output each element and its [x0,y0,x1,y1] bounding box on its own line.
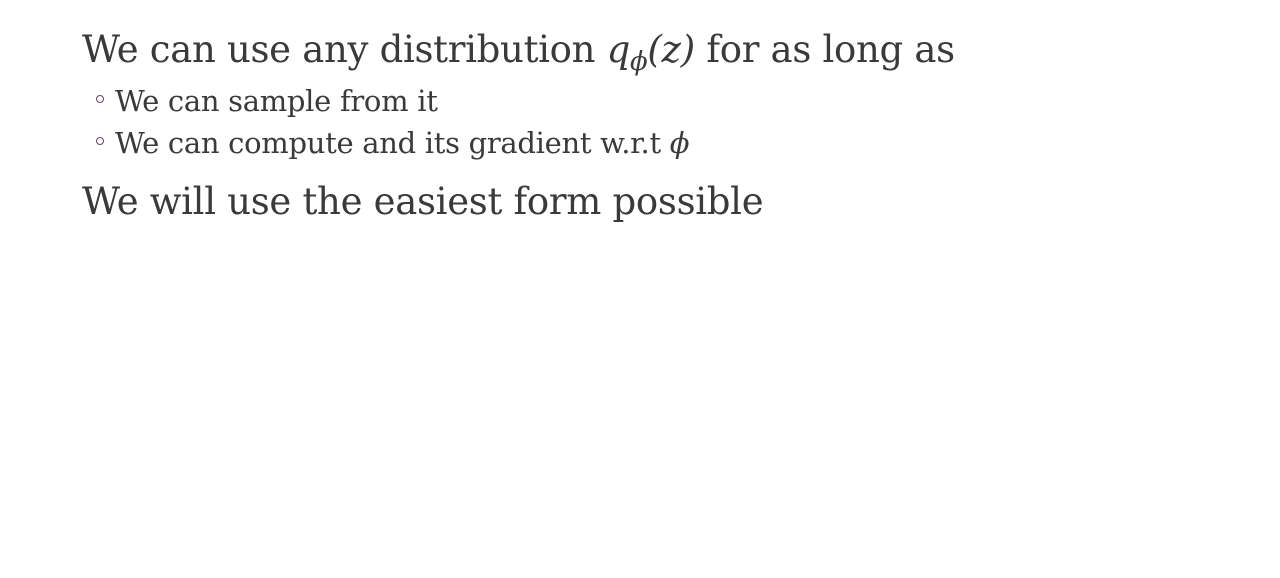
bullet-circle-icon [96,95,104,103]
bullet-circle-icon [96,137,104,145]
distribution-q-phi [606,28,695,77]
bullet-item-sample [82,80,1232,122]
slide-heading [82,28,1232,78]
slide-content [82,28,1232,224]
math-q: q [606,28,631,71]
math-arg-z: (z) [647,28,695,71]
bullet-list [82,80,1232,164]
math-phi: ϕ [669,125,690,160]
bullet-item-gradient [82,122,1232,164]
bullet-text [115,122,689,164]
bullet-text-prefix: We can compute and its gradient w.r.t [115,125,670,160]
closing-statement: We will use the easiest form possible [82,179,764,223]
bullet-text: We can sample from it [115,83,438,118]
heading-suffix: for as long as [694,28,955,71]
heading-prefix: We can use any distribution [82,28,607,71]
math-subscript-phi: ϕ [630,46,648,77]
